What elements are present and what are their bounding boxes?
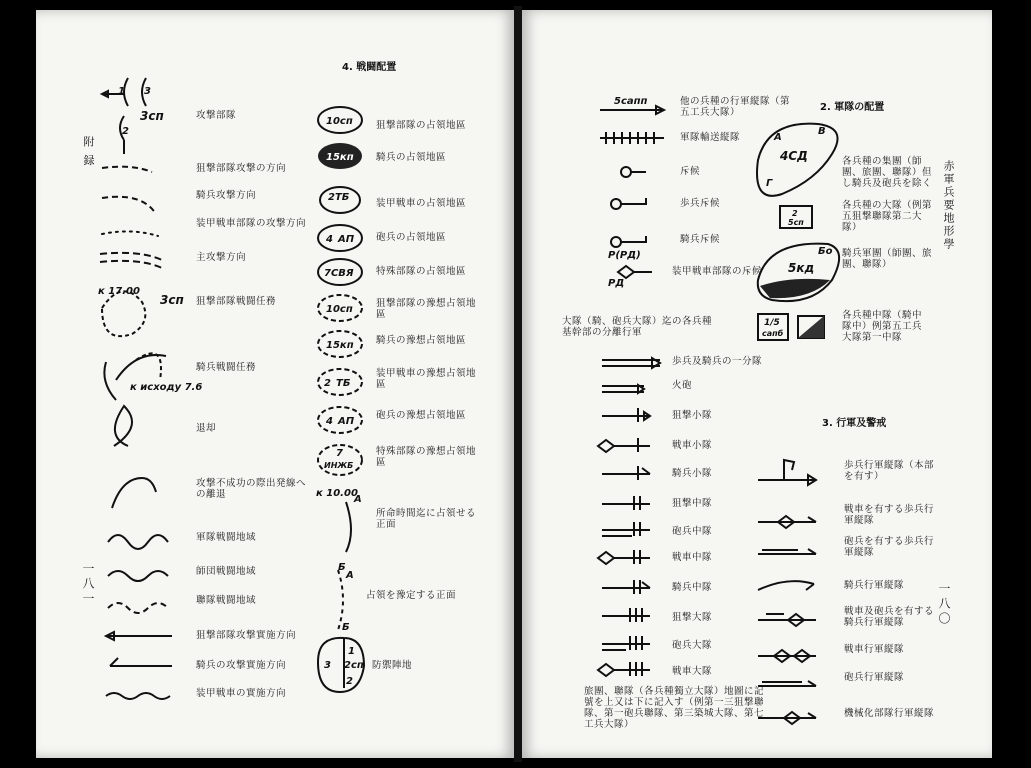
col2-label: 所命時間迄に占領せる正面 [376,508,477,530]
armor-attack-arrow [102,231,158,236]
march-header: 大隊（騎、砲兵大隊）迄の各兵種基幹部の分離行軍 [562,316,713,338]
symbol-label: 15кп [326,152,354,163]
col1-label: 狙撃部隊戦闘任務 [196,296,277,307]
armor-exec-arrow [106,693,170,699]
withdrawal-symbol [112,478,156,508]
book-gutter [514,6,522,762]
col2-label: 特殊部隊の豫想占領地區 [376,446,477,468]
defense-position-symbol [318,638,364,692]
symbol-label: Р(РД) [608,250,641,261]
col1-label: 主攻撃方向 [196,252,247,263]
march-footnote: 旅團、聯隊（各兵種獨立大隊）地圖に記號を上又は下に記入す（例第一三狙撃聯隊、第一砲兵聯隊、第三築城大隊、第七工兵大隊） [584,686,765,730]
col2-label: 砲兵の豫想占領地區 [376,410,467,421]
col1-label: 騎兵戦闘任務 [196,362,257,373]
symbol-label: АП [338,234,355,245]
symbol-label: 3сп [160,293,184,307]
march-label: 騎兵中隊 [672,582,713,593]
symbol-label: 2ТБ [328,192,350,203]
company-symbol [758,314,824,340]
symbol-label: сапб [762,329,784,338]
symbol-label: 2 [324,378,331,389]
margin-label: 赤軍兵要地形學 [942,160,955,251]
march-label: 狙撃大隊 [672,612,713,623]
top-label: 歩兵斥候 [680,198,721,209]
planned-front-symbol [338,570,354,633]
col2-label: 狙撃部隊の占領地區 [376,120,467,131]
section3-label: 戦車を有する歩兵行軍縦隊 [844,504,935,526]
rifle-mission-symbol [98,286,184,336]
march-label: 戦車大隊 [672,666,713,677]
march-symbols [598,358,660,676]
symbol-label: 5кд [788,261,815,275]
col1-label: 騎兵の攻撃實施方向 [196,660,287,671]
page-number: 一八一 [81,562,95,607]
top-label: 騎兵斥候 [680,234,721,245]
section3-label: 戦車行軍縦隊 [844,644,905,655]
symbol-label: 4 [326,416,333,427]
symbol-label: 2 [122,126,129,137]
section-title: 3. 行軍及警戒 [822,418,887,429]
symbol-label: 1 [348,646,355,657]
symbol-label: 3сп [140,109,164,123]
col2-label: 砲兵の占領地區 [376,232,447,243]
cavalry-attack-arrow [102,197,156,214]
symbol-label: 2 [792,209,798,218]
col1-label: 装甲戦車の實施方向 [196,688,287,699]
symbol-label: А [354,494,362,505]
col2-label: 装甲戦車の豫想占領地區 [376,368,477,390]
col2-label: 装甲戦車の占領地區 [376,198,467,209]
symbol-label: ТБ [336,378,351,389]
symbol-label: 10сп [326,116,353,127]
section3-label: 砲兵行軍縦隊 [844,672,905,683]
army-area-symbol [108,535,168,549]
column-arrow-symbol [600,96,664,114]
symbol-label: 1 [118,86,125,97]
section2-label: 騎兵軍團（師團、旅團、聯隊） [842,248,933,270]
march-label: 狙撃中隊 [672,498,713,509]
section3-label: 機械化部隊行軍縦隊 [844,708,935,719]
top-label: 斥候 [680,166,701,177]
section3-label: 砲兵を有する歩兵行軍縦隊 [844,536,935,558]
battalion-symbol [780,206,812,228]
symbol-label: А [346,570,354,581]
margin-label: 附 録 [82,136,95,168]
section3-label: 騎兵行軍縦隊 [844,580,905,591]
col2-label: 騎兵の占領地區 [376,152,447,163]
symbol-label: 4СД [780,149,808,163]
col1-label: 攻撃不成功の際出発線への離退 [196,478,307,500]
rifle-exec-arrow [106,632,172,640]
regiment-area-symbol [108,603,168,613]
march-label: 騎兵小隊 [672,468,713,479]
symbol-label: А [774,132,782,143]
symbol-label: к 17.00 [98,286,140,297]
attack-unit-symbol [102,78,164,154]
symbol-label: ИНЖБ [324,461,354,470]
col2-label: 防禦陣地 [372,660,413,671]
col1-label: 退却 [196,423,217,434]
col1-label: 騎兵攻撃方向 [196,190,257,201]
symbol-label: 3 [324,660,331,671]
symbol-label: к исходу 7.6 [130,382,203,393]
cavalry-exec-arrow [110,658,172,666]
cavalry-group-symbol [758,244,839,301]
scout-symbols [608,167,652,289]
transport-column-symbol [600,132,664,144]
cavalry-mission-symbol [104,353,202,400]
section2-label: 各兵種の集團（師團、旅團、聯隊）但し騎兵及砲兵を除く [842,156,933,189]
symbol-label: 7СВЯ [324,268,354,279]
col1-label: 装甲戦車部隊の攻撃方向 [196,218,307,229]
retreat-symbol [114,406,132,446]
symbol-label: 5сп [788,218,804,227]
symbol-label: АП [338,416,355,427]
rifle-attack-arrow [102,167,152,172]
occupation-area-symbols [318,107,362,475]
symbol-label: 7 [336,448,343,459]
symbol-label: 4 [326,234,333,245]
col1-label: 聯隊戦闘地域 [196,595,257,606]
symbol-label: 10сп [326,304,353,315]
section3-label: 歩兵行軍縦隊（本部を有す） [844,460,935,482]
column-march-symbols [758,460,816,724]
symbol-label: Г [766,178,773,189]
right-symbols [522,10,992,758]
top-label: 装甲戦車部隊の斥候 [672,266,763,277]
col2-label: 狙撃部隊の豫想占領地區 [376,298,477,320]
col2-label: 騎兵の豫想占領地區 [376,335,467,346]
march-label: 戦車小隊 [672,440,713,451]
symbol-label: 2сп [344,660,364,671]
main-attack-arrow [100,253,162,268]
march-label: 砲兵大隊 [672,640,713,651]
front-symbol [316,488,362,573]
col2-label: 特殊部隊の占領地區 [376,266,467,277]
symbol-label: РД [608,278,625,289]
symbol-label: к 10.00 [316,488,358,499]
symbol-label: В [818,126,826,137]
section2-label: 各兵種中隊（騎中隊中）例第五工兵大隊第一中隊 [842,310,923,343]
col1-label: 狙撃部隊攻撃の方向 [196,163,287,174]
march-label: 歩兵及騎兵の一分隊 [672,356,763,367]
symbol-label: Б [342,622,350,633]
symbol-label: 3 [144,86,151,97]
top-label: 軍隊輸送縦隊 [680,132,741,143]
col1-label: 攻撃部隊 [196,110,237,121]
page-number: 一八〇 [937,582,951,627]
section2-label: 各兵種の大隊（例第五狙撃聯隊第二大隊） [842,200,933,233]
col1-label: 軍隊戦闘地域 [196,532,257,543]
unit-group-symbol [757,124,838,196]
col1-label: 狙撃部隊攻撃實施方向 [196,630,297,641]
right-page [522,10,992,758]
march-label: 火砲 [672,380,693,391]
symbol-label: Бо [818,246,833,257]
division-area-symbol [108,571,168,581]
symbol-label: Б [338,562,346,573]
col2-label: 占領を豫定する正面 [366,590,457,601]
col1-label: 師団戦闘地域 [196,566,257,577]
march-label: 戦車中隊 [672,552,713,563]
section3-label: 戦車及砲兵を有する騎兵行軍縦隊 [844,606,935,628]
symbol-label: 2 [346,676,353,687]
march-label: 砲兵中隊 [672,526,713,537]
left-symbols [36,10,514,758]
section-title: 4. 戦闘配置 [342,62,397,73]
symbol-label: 1/5 [764,318,780,328]
symbol-label: 5сапп [614,96,648,107]
left-page [36,10,514,758]
march-label: 狙撃小隊 [672,410,713,421]
top-label: 他の兵種の行軍縦隊（第五工兵大隊） [680,96,791,118]
symbol-label: 15кп [326,340,354,351]
section-title: 2. 軍隊の配置 [820,102,885,113]
